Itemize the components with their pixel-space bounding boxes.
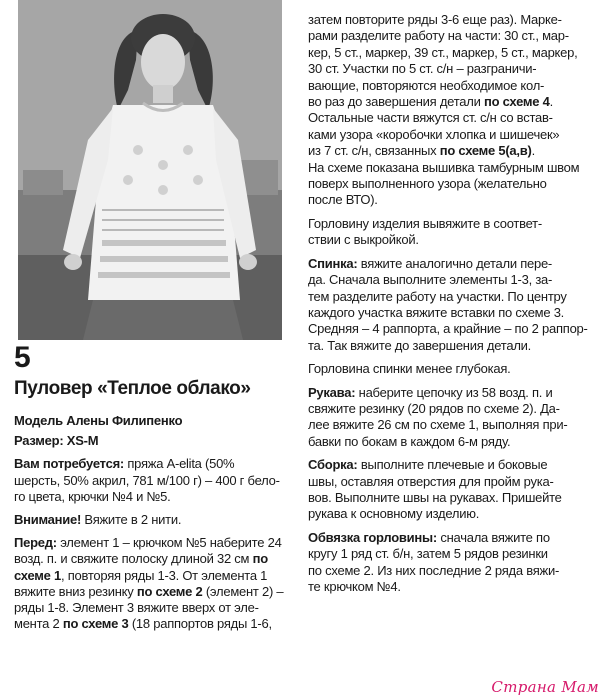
- text-line: [308, 474, 586, 490]
- attention-label: Внимание!: [14, 512, 82, 528]
- text-line: [308, 563, 586, 579]
- front-label: Перед:: [14, 535, 57, 551]
- text-line: [308, 256, 586, 272]
- text-run: , повторяя ряды 1-3. От элемента 1: [60, 567, 268, 583]
- text-run: .: [549, 94, 553, 110]
- bold-text-run: Обвязка горловины:: [308, 529, 437, 545]
- text-run: швы, оставляя отверстия для пройм рука-: [308, 473, 554, 489]
- left-column: [14, 413, 286, 639]
- text-run: рукава к основному изделию.: [308, 506, 480, 522]
- text-run: каждого участка вяжите вставки по схеме 3.: [308, 304, 565, 320]
- bold-text-run: по схеме 3: [62, 616, 129, 632]
- text-run: .: [531, 143, 535, 159]
- text-run: из 7 ст. с/н, связанных: [308, 143, 440, 159]
- text-run: Горловину изделия вывяжите в соответ-: [308, 215, 542, 231]
- text-run: вяжите аналогично детали пере-: [357, 255, 553, 271]
- model-author-text: Модель Алены Филипенко: [14, 413, 183, 428]
- text-run: ствии с выкройкой.: [308, 232, 419, 248]
- text-line: [308, 289, 586, 305]
- text-line: [14, 551, 286, 567]
- text-line: [308, 143, 586, 159]
- neckline-paragraph: [308, 216, 586, 249]
- text-run: вяжите вниз резинку: [14, 583, 137, 599]
- text-line: [308, 305, 586, 321]
- materials-paragraph: [14, 456, 286, 505]
- text-run: Горловина спинки менее глубокая.: [308, 361, 511, 377]
- text-line: [308, 110, 586, 126]
- text-run: после ВТО).: [308, 192, 378, 208]
- text-line: [308, 546, 586, 562]
- bold-text-run: по: [252, 551, 268, 567]
- bold-text-run: по схеме 4: [483, 94, 550, 110]
- text-run: рами разделите работу на части: 30 ст., мар-: [308, 28, 569, 44]
- edging-paragraph: [308, 530, 586, 596]
- text-run: кругу 1 ряд ст. б/н, затем 5 рядов резинки: [308, 546, 548, 562]
- right-column: [308, 12, 586, 602]
- materials-line: [14, 456, 286, 472]
- back-neckline-paragraph: [308, 361, 586, 377]
- text-line: [308, 361, 586, 377]
- text-line: [308, 338, 586, 354]
- text-line: [308, 232, 586, 248]
- text-run: поверх выполненного узора (желательно: [308, 176, 547, 192]
- front-paragraph: [14, 535, 286, 632]
- text-line: [14, 535, 286, 551]
- text-run: вов. Выполните швы на рукавах. Пришейте: [308, 489, 562, 505]
- text-run: во раз до завершения детали: [308, 94, 484, 110]
- text-run: по схеме 2. Из них последние 2 ряда вяжи-: [308, 562, 560, 578]
- text-run: та. Так вяжите до завершения детали.: [308, 337, 532, 353]
- materials-line: шерсть, 50% акрил, 781 м/100 г) – 400 г бело-: [14, 472, 280, 488]
- text-line: [308, 417, 586, 433]
- sweater-photo-illustration: [18, 0, 282, 340]
- pattern-title: Пуловер «Теплое облако»: [14, 378, 251, 399]
- text-line: [308, 192, 586, 208]
- text-run: На схеме показана вышивка тамбурным швом: [308, 159, 580, 175]
- text-line: [308, 530, 586, 546]
- text-line: [308, 78, 586, 94]
- front-text-line: элемент 1 – крючком №5 наберите 24: [56, 535, 282, 551]
- text-line: [308, 94, 586, 110]
- text-run: Остальные части вяжутся ст. с/н со встав-: [308, 110, 553, 126]
- text-run: (18 раппортов ряды 1-6,: [128, 616, 272, 632]
- text-run: тем разделите работу на участки. По центру: [308, 288, 567, 304]
- text-line: [308, 434, 586, 450]
- text-run: свяжите резинку (20 рядов по схеме 2). Да-: [308, 400, 560, 416]
- text-line: [308, 506, 586, 522]
- text-run: ками узора «коробочки хлопка и шишечек»: [308, 126, 560, 142]
- text-run: возд. п. и свяжите полоску длиной 32 см: [14, 551, 253, 567]
- text-line: [308, 12, 586, 28]
- size-label: Размер:: [14, 433, 64, 449]
- text-line: [308, 61, 586, 77]
- text-run: выполните плечевые и боковые: [357, 457, 548, 473]
- sleeves-paragraph: [308, 385, 586, 451]
- text-run: те крючком №4.: [308, 579, 401, 594]
- text-line: [14, 616, 286, 632]
- materials-line: го цвета, крючки №4 и №5.: [14, 488, 171, 504]
- text-run: мента 2: [14, 616, 63, 632]
- text-line: [14, 584, 286, 600]
- text-run: Средняя – 4 раппорта, а крайние – по 2 раппор-: [308, 321, 588, 337]
- size-value: XS-M: [66, 433, 99, 449]
- text-run: да. Сначала выполните элементы 1-3, за-: [308, 272, 553, 288]
- front-continued-paragraph: [308, 12, 586, 209]
- text-line: [308, 490, 586, 506]
- text-line: [308, 127, 586, 143]
- back-paragraph: [308, 256, 586, 354]
- text-run: 30 ст. Участки по 5 ст. с/н – разграничи-: [308, 61, 537, 77]
- bold-text-run: по схеме 5(а,в): [439, 143, 532, 159]
- text-line: [308, 272, 586, 288]
- bold-text-run: схеме 1: [14, 567, 61, 583]
- text-run: затем повторите ряды 3-6 еще раз). Марке-: [308, 12, 562, 27]
- bold-text-run: Рукава:: [308, 384, 356, 400]
- text-line: [308, 176, 586, 192]
- model-author: [14, 413, 286, 429]
- bold-text-run: Спинка:: [308, 255, 358, 271]
- text-line: [308, 45, 586, 61]
- text-line: [308, 401, 586, 417]
- text-line: [14, 568, 286, 584]
- text-run: вающие, повторяются необходимое кол-: [308, 77, 545, 93]
- text-line: [308, 28, 586, 44]
- text-line: [308, 216, 586, 232]
- attention-paragraph: [14, 512, 286, 528]
- model-photo: [18, 0, 282, 340]
- text-run: сначала вяжите по: [436, 529, 550, 545]
- materials-label: Вам потребуется:: [14, 456, 124, 472]
- text-run: (элемент 2) –: [202, 583, 284, 599]
- bold-text-run: Сборка:: [308, 457, 358, 473]
- text-line: [308, 457, 586, 473]
- bold-text-run: по схеме 2: [136, 583, 203, 599]
- site-watermark: Страна Мам: [491, 678, 599, 696]
- text-run: бавки по бокам в каждом 6-м ряду.: [308, 433, 511, 449]
- size-paragraph: [14, 433, 286, 449]
- text-line: [308, 160, 586, 176]
- attention-text: Вяжите в 2 нити.: [81, 512, 182, 528]
- text-run: наберите цепочку из 58 возд. п. и: [355, 384, 553, 400]
- text-line: [308, 321, 586, 337]
- assembly-paragraph: [308, 457, 586, 523]
- text-run: кер, 5 ст., маркер, 39 ст., маркер, 5 ст., маркер,: [308, 44, 578, 60]
- text-run: лее вяжите 26 см по схеме 1, выполняя при-: [308, 417, 568, 433]
- text-line: [14, 600, 286, 616]
- text-line: [308, 385, 586, 401]
- text-line: [308, 579, 586, 595]
- materials-text: пряжа A-elita (50%: [124, 456, 235, 472]
- pattern-number: 5: [14, 341, 31, 374]
- text-run: ряды 1-8. Элемент 3 вяжите вверх от эле-: [14, 600, 259, 616]
